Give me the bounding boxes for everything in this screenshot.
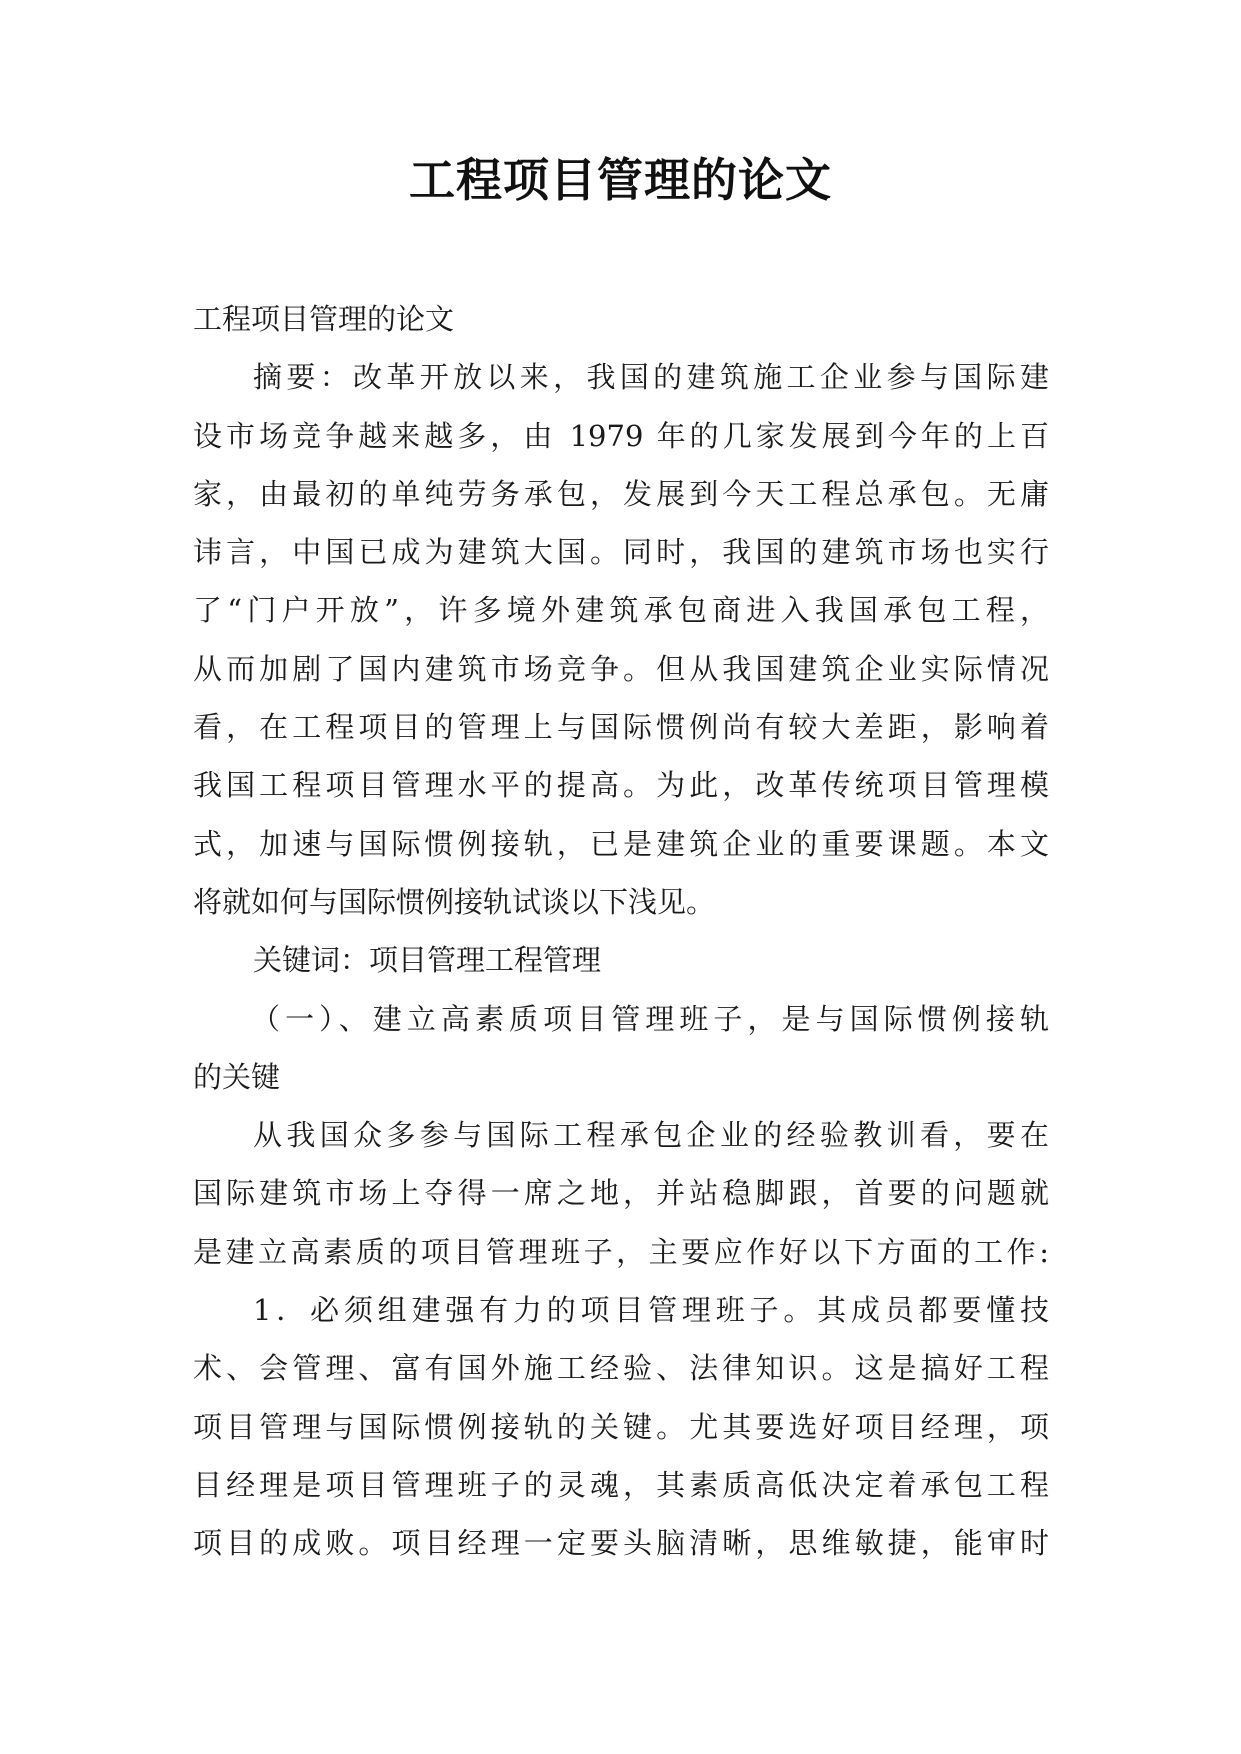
text-line: 家，由最初的单纯劳务承包，发展到今天工程总承包。无庸: [193, 476, 1049, 511]
text-line: 看，在工程项目的管理上与国际惯例尚有较大差距，影响着: [193, 710, 1049, 745]
text-line: 的关键: [193, 1059, 281, 1094]
text-line: 讳言，中国已成为建筑大国。同时，我国的建筑市场也实行: [193, 535, 1049, 570]
text-line: 将就如何与国际惯例接轨试谈以下浅见。: [193, 884, 716, 919]
text-line: 关键词：项目管理工程管理: [253, 943, 602, 978]
text-line: 从我国众多参与国际工程承包企业的经验教训看，要在: [253, 1118, 1049, 1153]
text-line: 了“门户开放”，许多境外建筑承包商进入我国承包工程，: [193, 593, 1049, 628]
text-line: 设市场竞争越来越多，由 1979 年的几家发展到今年的上百: [193, 418, 1049, 453]
text-line: 工程项目管理的论文: [193, 302, 455, 336]
text-line: 项目管理与国际惯例接轨的关键。尤其要选好项目经理，项: [193, 1409, 1049, 1444]
text-line: 术、会管理、富有国外施工经验、法律知识。这是搞好工程: [193, 1351, 1049, 1386]
text-line: 目经理是项目管理班子的灵魂，其素质高低决定着承包工程: [193, 1467, 1049, 1502]
text-line: 国际建筑市场上夺得一席之地，并站稳脚跟，首要的问题就: [193, 1176, 1049, 1211]
text-line: 式，加速与国际惯例接轨，已是建筑企业的重要课题。本文: [193, 826, 1049, 861]
text-line: 1．必须组建强有力的项目管理班子。其成员都要懂技: [253, 1293, 1049, 1328]
text-line: 项目的成败。项目经理一定要头脑清晰，思维敏捷，能审时: [193, 1526, 1049, 1561]
document-body: [193, 290, 1049, 1573]
text-line: 从而加剧了国内建筑市场竞争。但从我国建筑企业实际情况: [193, 651, 1049, 686]
text-line: 我国工程项目管理水平的提高。为此，改革传统项目管理模: [193, 768, 1049, 803]
text-line: 是建立高素质的项目管理班子，主要应作好以下方面的工作:: [193, 1234, 1049, 1269]
document-title: 工程项目管理的论文: [409, 153, 832, 207]
text-line: （一）、建立高素质项目管理班子，是与国际惯例接轨: [251, 1001, 1049, 1036]
text-line: 摘要：改革开放以来，我国的建筑施工企业参与国际建: [253, 360, 1049, 395]
